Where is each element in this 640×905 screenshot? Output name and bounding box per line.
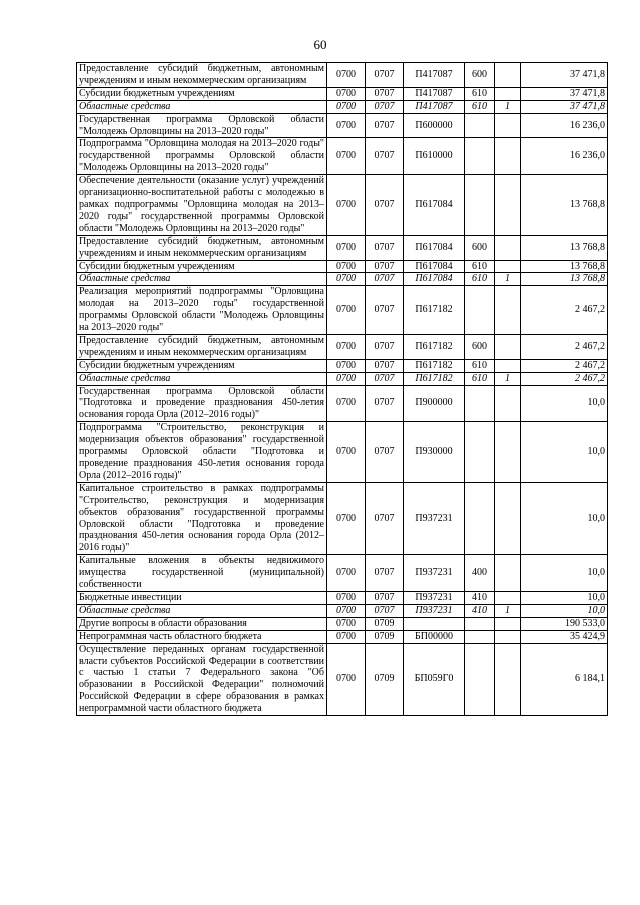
cell-funding-source <box>495 591 521 604</box>
cell-amount: 37 471,8 <box>521 63 608 88</box>
cell-section: 0700 <box>327 138 366 175</box>
cell-subsection: 0707 <box>366 334 404 359</box>
cell-subsection: 0707 <box>366 385 404 422</box>
cell-amount: 37 471,8 <box>521 87 608 100</box>
cell-section: 0700 <box>327 555 366 592</box>
cell-amount: 37 471,8 <box>521 100 608 113</box>
cell-expense-type <box>465 138 495 175</box>
cell-target-article: П937231 <box>404 482 465 554</box>
cell-name: Осуществление переданных органам государственной власти субъектов Российской Федерации в соответствии с частью 1 статьи 7 Федерального закона "Об образовании в Российской Федерации" полномочий Российской Федерации в сфере образования в рамках непрограммной части областного бюджета <box>77 643 327 715</box>
cell-subsection: 0709 <box>366 617 404 630</box>
cell-name: Другие вопросы в области образования <box>77 617 327 630</box>
cell-section: 0700 <box>327 87 366 100</box>
cell-funding-source <box>495 643 521 715</box>
cell-expense-type: 610 <box>465 260 495 273</box>
cell-target-article <box>404 617 465 630</box>
cell-expense-type: 610 <box>465 372 495 385</box>
cell-target-article: П610000 <box>404 138 465 175</box>
table-row <box>77 63 608 88</box>
cell-name: Субсидии бюджетным учреждениям <box>77 359 327 372</box>
table-row <box>77 100 608 113</box>
cell-target-article: П617182 <box>404 359 465 372</box>
cell-amount: 10,0 <box>521 604 608 617</box>
cell-amount: 2 467,2 <box>521 334 608 359</box>
cell-section: 0700 <box>327 334 366 359</box>
cell-expense-type <box>465 482 495 554</box>
table-row <box>77 617 608 630</box>
cell-funding-source <box>495 113 521 138</box>
cell-name: Субсидии бюджетным учреждениям <box>77 260 327 273</box>
cell-amount: 10,0 <box>521 385 608 422</box>
cell-expense-type <box>465 286 495 335</box>
cell-amount: 2 467,2 <box>521 372 608 385</box>
cell-amount: 13 768,8 <box>521 260 608 273</box>
cell-funding-source: 1 <box>495 273 521 286</box>
cell-name: Областные средства <box>77 604 327 617</box>
cell-name: Предоставление субсидий бюджетным, автономным учреждениям и иным некоммерческим организациям <box>77 334 327 359</box>
cell-funding-source <box>495 617 521 630</box>
cell-expense-type <box>465 630 495 643</box>
cell-subsection: 0707 <box>366 63 404 88</box>
cell-section: 0700 <box>327 385 366 422</box>
cell-section: 0700 <box>327 372 366 385</box>
cell-amount: 13 768,8 <box>521 175 608 236</box>
table-body <box>77 63 608 716</box>
cell-target-article: П617084 <box>404 175 465 236</box>
cell-amount: 16 236,0 <box>521 113 608 138</box>
cell-subsection: 0707 <box>366 422 404 483</box>
cell-funding-source <box>495 175 521 236</box>
cell-target-article: П617084 <box>404 273 465 286</box>
cell-expense-type: 610 <box>465 87 495 100</box>
cell-section: 0700 <box>327 100 366 113</box>
cell-funding-source <box>495 138 521 175</box>
cell-name: Областные средства <box>77 273 327 286</box>
cell-amount: 16 236,0 <box>521 138 608 175</box>
cell-section: 0700 <box>327 260 366 273</box>
cell-expense-type: 600 <box>465 63 495 88</box>
table-row <box>77 273 608 286</box>
table-row <box>77 286 608 335</box>
table-row <box>77 175 608 236</box>
cell-expense-type <box>465 643 495 715</box>
cell-amount: 13 768,8 <box>521 273 608 286</box>
table-row <box>77 372 608 385</box>
cell-funding-source <box>495 359 521 372</box>
cell-target-article: П617084 <box>404 235 465 260</box>
cell-funding-source <box>495 422 521 483</box>
cell-section: 0700 <box>327 286 366 335</box>
cell-target-article: БП00000 <box>404 630 465 643</box>
cell-expense-type <box>465 175 495 236</box>
cell-funding-source <box>495 63 521 88</box>
cell-target-article: П937231 <box>404 604 465 617</box>
cell-section: 0700 <box>327 175 366 236</box>
table-row <box>77 482 608 554</box>
cell-amount: 2 467,2 <box>521 359 608 372</box>
cell-subsection: 0707 <box>366 482 404 554</box>
cell-amount: 6 184,1 <box>521 643 608 715</box>
table-row <box>77 334 608 359</box>
cell-amount: 10,0 <box>521 422 608 483</box>
cell-target-article: П900000 <box>404 385 465 422</box>
cell-expense-type: 400 <box>465 555 495 592</box>
cell-subsection: 0707 <box>366 113 404 138</box>
cell-expense-type: 410 <box>465 604 495 617</box>
cell-subsection: 0707 <box>366 372 404 385</box>
cell-section: 0700 <box>327 63 366 88</box>
cell-name: Бюджетные инвестиции <box>77 591 327 604</box>
budget-table <box>76 62 608 716</box>
cell-section: 0700 <box>327 422 366 483</box>
cell-expense-type: 410 <box>465 591 495 604</box>
cell-funding-source <box>495 235 521 260</box>
cell-subsection: 0707 <box>366 591 404 604</box>
cell-name: Непрограммная часть областного бюджета <box>77 630 327 643</box>
cell-amount: 35 424,9 <box>521 630 608 643</box>
cell-target-article: П417087 <box>404 63 465 88</box>
cell-section: 0700 <box>327 604 366 617</box>
table-row <box>77 260 608 273</box>
cell-target-article: П617182 <box>404 286 465 335</box>
cell-funding-source <box>495 334 521 359</box>
cell-section: 0700 <box>327 643 366 715</box>
cell-subsection: 0707 <box>366 87 404 100</box>
cell-expense-type: 610 <box>465 273 495 286</box>
page-number: 60 <box>313 37 327 52</box>
cell-funding-source <box>495 87 521 100</box>
cell-section: 0700 <box>327 273 366 286</box>
cell-funding-source <box>495 286 521 335</box>
cell-funding-source <box>495 260 521 273</box>
cell-expense-type: 600 <box>465 235 495 260</box>
cell-expense-type <box>465 113 495 138</box>
cell-target-article: П937231 <box>404 591 465 604</box>
cell-section: 0700 <box>327 359 366 372</box>
table-row <box>77 87 608 100</box>
cell-funding-source <box>495 630 521 643</box>
cell-target-article: П937231 <box>404 555 465 592</box>
cell-target-article: БП059Г0 <box>404 643 465 715</box>
cell-subsection: 0709 <box>366 630 404 643</box>
cell-subsection: 0707 <box>366 273 404 286</box>
cell-amount: 13 768,8 <box>521 235 608 260</box>
cell-expense-type: 610 <box>465 100 495 113</box>
cell-amount: 10,0 <box>521 555 608 592</box>
cell-funding-source <box>495 482 521 554</box>
cell-section: 0700 <box>327 235 366 260</box>
cell-expense-type <box>465 617 495 630</box>
cell-amount: 10,0 <box>521 482 608 554</box>
cell-funding-source: 1 <box>495 100 521 113</box>
cell-name: Капитальные вложения в объекты недвижимого имущества государственной (муниципальной) собственности <box>77 555 327 592</box>
cell-subsection: 0707 <box>366 260 404 273</box>
cell-target-article: П417087 <box>404 87 465 100</box>
cell-section: 0700 <box>327 113 366 138</box>
cell-name: Областные средства <box>77 372 327 385</box>
cell-name: Подпрограмма "Строительство, реконструкция и модернизация объектов образования" государственной программы Орловской области "Подготовка и проведение празднования 450-летия основания города Орла (2012–2016 годы)" <box>77 422 327 483</box>
cell-name: Реализация мероприятий подпрограммы "Орловщина молодая на 2013–2020 годы" государственной программы Орловской области "Молодежь Орловщины на 2013–2020 годы" <box>77 286 327 335</box>
cell-funding-source: 1 <box>495 604 521 617</box>
cell-target-article: П930000 <box>404 422 465 483</box>
cell-expense-type <box>465 385 495 422</box>
cell-target-article: П617084 <box>404 260 465 273</box>
cell-subsection: 0707 <box>366 100 404 113</box>
table-row <box>77 138 608 175</box>
cell-name: Государственная программа Орловской области "Подготовка и проведение празднования 450-летия основания города Орла (2012–2016 годы)" <box>77 385 327 422</box>
cell-amount: 2 467,2 <box>521 286 608 335</box>
table-row <box>77 555 608 592</box>
cell-section: 0700 <box>327 482 366 554</box>
cell-funding-source <box>495 555 521 592</box>
table-row <box>77 591 608 604</box>
cell-section: 0700 <box>327 617 366 630</box>
table-row <box>77 643 608 715</box>
cell-funding-source <box>495 385 521 422</box>
cell-expense-type: 600 <box>465 334 495 359</box>
cell-subsection: 0707 <box>366 235 404 260</box>
cell-subsection: 0707 <box>366 359 404 372</box>
cell-name: Субсидии бюджетным учреждениям <box>77 87 327 100</box>
table-row <box>77 359 608 372</box>
cell-name: Обеспечение деятельности (оказание услуг) учреждений организационно-воспитательной работы с молодежью в рамках подпрограммы "Орловщина молодая на 2013–2020 годы" государственной программы Орловской области "Молодежь Орловщины на 2013–2020 годы" <box>77 175 327 236</box>
cell-subsection: 0707 <box>366 604 404 617</box>
cell-target-article: П417087 <box>404 100 465 113</box>
cell-subsection: 0707 <box>366 286 404 335</box>
cell-subsection: 0709 <box>366 643 404 715</box>
table-row <box>77 385 608 422</box>
cell-amount: 190 533,0 <box>521 617 608 630</box>
cell-name: Предоставление субсидий бюджетным, автономным учреждениям и иным некоммерческим организациям <box>77 63 327 88</box>
table-row <box>77 630 608 643</box>
cell-name: Капитальное строительство в рамках подпрограммы "Строительство, реконструкция и модернизация объектов образования" государственной программы Орловской области "Подготовка и проведение празднования 450-летия основания города Орла (2012–2016 годы)" <box>77 482 327 554</box>
cell-subsection: 0707 <box>366 138 404 175</box>
cell-name: Государственная программа Орловской области "Молодежь Орловщины на 2013–2020 годы" <box>77 113 327 138</box>
cell-section: 0700 <box>327 591 366 604</box>
cell-funding-source: 1 <box>495 372 521 385</box>
cell-subsection: 0707 <box>366 555 404 592</box>
cell-name: Областные средства <box>77 100 327 113</box>
cell-expense-type <box>465 422 495 483</box>
cell-section: 0700 <box>327 630 366 643</box>
cell-target-article: П617182 <box>404 372 465 385</box>
cell-amount: 10,0 <box>521 591 608 604</box>
table-row <box>77 422 608 483</box>
cell-name: Предоставление субсидий бюджетным, автономным учреждениям и иным некоммерческим организациям <box>77 235 327 260</box>
cell-target-article: П600000 <box>404 113 465 138</box>
table-row <box>77 235 608 260</box>
table-row <box>77 113 608 138</box>
cell-name: Подпрограмма "Орловщина молодая на 2013–2020 годы" государственной программы Орловской области "Молодежь Орловщины на 2013–2020 годы" <box>77 138 327 175</box>
cell-subsection: 0707 <box>366 175 404 236</box>
table-row <box>77 604 608 617</box>
cell-expense-type: 610 <box>465 359 495 372</box>
cell-target-article: П617182 <box>404 334 465 359</box>
